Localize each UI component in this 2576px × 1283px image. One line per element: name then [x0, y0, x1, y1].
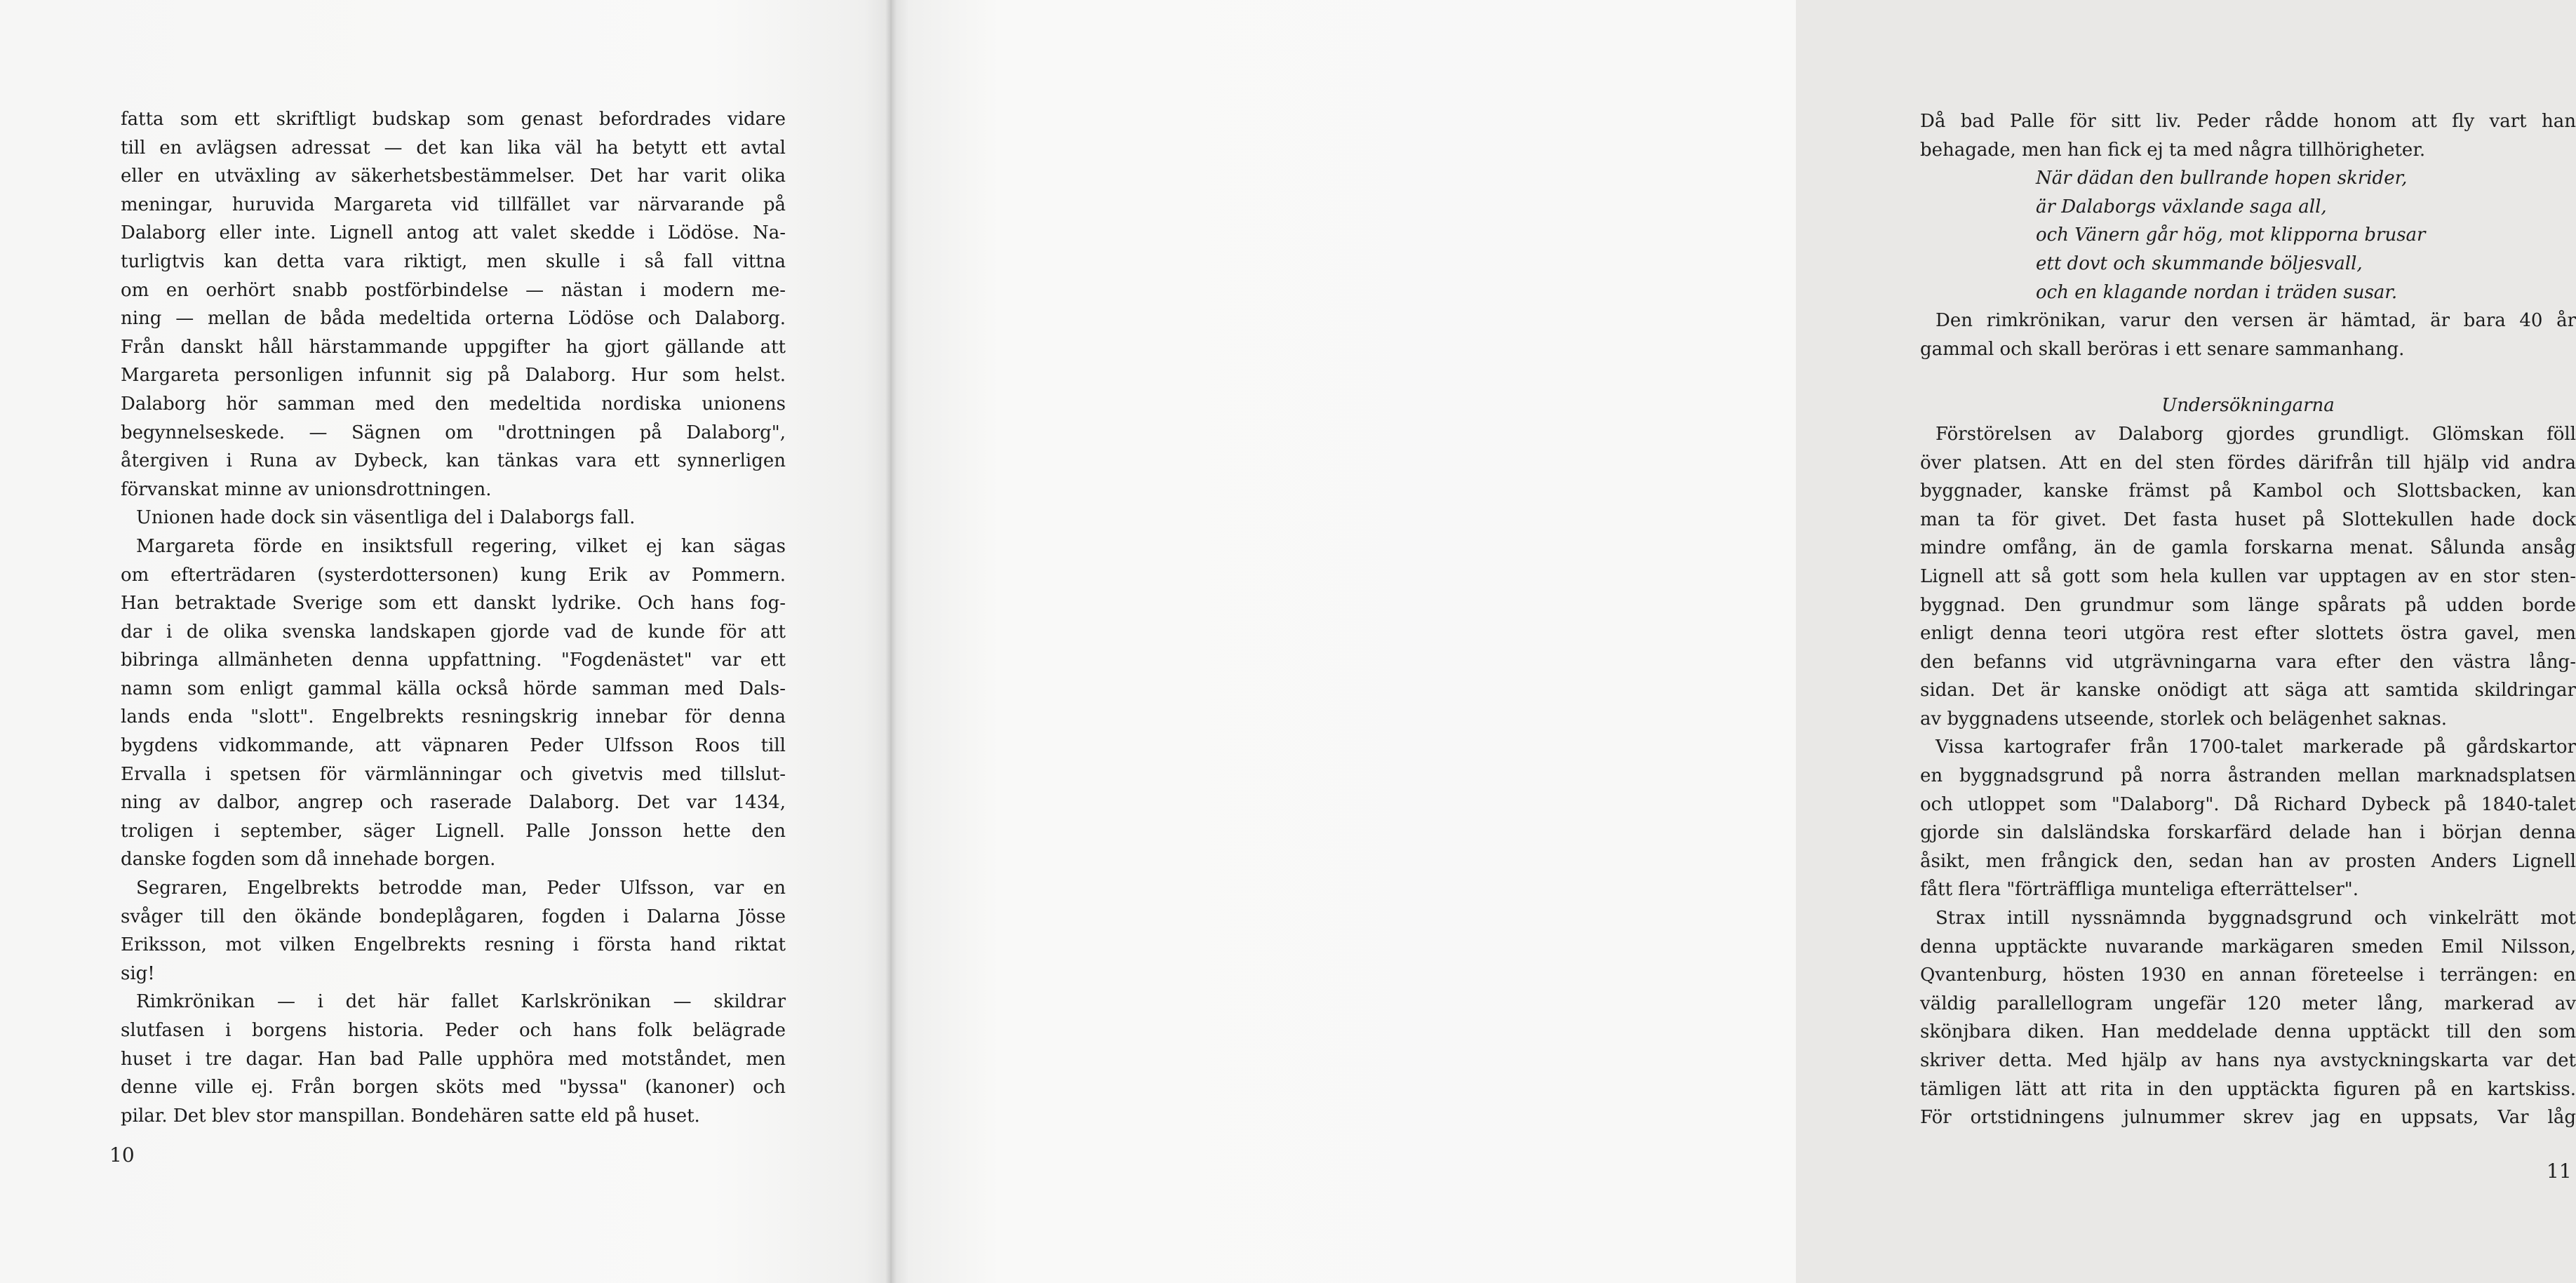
- text-line: slutfasen i borgens historia. Peder och hans folk belägrade: [121, 1020, 786, 1041]
- text-line: denne ville ej. Från borgen sköts med "byssa" (kanoner) och: [121, 1077, 786, 1099]
- text-line: ning av dalbor, angrep och raserade Dalaborg. Det var 1434,: [121, 792, 786, 814]
- text-line: Då bad Palle för sitt liv. Peder rådde honom att fly vart han: [1920, 111, 2576, 132]
- poem-line: När dädan den bullrande hopen skrider,: [2036, 168, 2408, 189]
- text-line: behagade, men han fick ej ta med några tillhörigheter.: [1920, 139, 2426, 161]
- right-page: [891, 0, 2576, 1283]
- text-line: För ortstidningens julnummer skrev jag en uppsats, Var låg: [1920, 1107, 2576, 1129]
- text-line: över platsen. Att en del sten fördes därifrån till hjälp vid andra: [1920, 452, 2576, 473]
- text-line: danske fogden som då innehade borgen.: [121, 849, 496, 871]
- text-line: Margareta förde en insiktsfull regering, vilket ej kan sägas: [136, 535, 786, 557]
- text-line: Segraren, Engelbrekts betrodde man, Peder Ulfsson, var en: [136, 878, 786, 899]
- book-gutter: [885, 0, 897, 1283]
- right-page-text: [1920, 107, 2576, 1132]
- text-line: huset i tre dagar. Han bad Palle upphöra med motståndet, men: [121, 1048, 786, 1070]
- text-line: Unionen hade dock sin väsentliga del i Dalaborgs fall.: [136, 507, 636, 529]
- text-line: sidan. Det är kanske onödigt att säga att samtida skildringar: [1920, 680, 2576, 701]
- text-line: Vissa kartografer från 1700-talet markerade på gårdskartor: [1936, 737, 2576, 758]
- text-line: byggnader, kanske främst på Kambol och Slottsbacken, kan: [1920, 481, 2576, 502]
- poem-line: och en klagande nordan i träden susar.: [2036, 281, 2398, 303]
- text-line: pilar. Det blev stor manspillan. Bondehären satte eld på huset.: [121, 1105, 700, 1127]
- text-line: återgiven i Runa av Dybeck, kan tänkas vara ett synnerligen: [121, 450, 786, 472]
- text-line: till en avlägsen adressat — det kan lika väl ha betytt ett avtal: [121, 137, 786, 159]
- text-line: av byggnadens utseende, storlek och belägenhet saknas.: [1920, 708, 2448, 730]
- text-line: gammal och skall beröras i ett senare sammanhang.: [1920, 338, 2405, 360]
- text-line: dar i de olika svenska landskapen gjorde vad de kunde för att: [121, 621, 786, 643]
- text-line: lands enda "slott". Engelbrekts resningskrig innebar för denna: [121, 706, 786, 728]
- poem-line: ett dovt och skummande böljesvall,: [2036, 253, 2363, 274]
- section-heading: Undersökningarna: [2161, 395, 2335, 417]
- text-line: väldig parallellogram ungefär 120 meter lång, markerad av: [1920, 993, 2576, 1014]
- text-line: namn som enligt gammal källa också hörde samman med Dals-: [121, 678, 786, 699]
- text-line: turligtvis kan detta vara riktigt, men skulle i så fall vittna: [121, 250, 786, 272]
- text-line: ning — mellan de båda medeltida orterna Lödöse och Dalaborg.: [121, 308, 786, 330]
- text-line: Den rimkrönikan, varur den versen är hämtad, är bara 40 år: [1936, 310, 2576, 332]
- text-line: byggnad. Den grundmur som länge spårats på udden borde: [1920, 594, 2576, 616]
- text-line: enligt denna teori utgöra rest efter slottets östra gavel, men: [1920, 623, 2576, 645]
- text-line: Rimkrönikan — i det här fallet Karlskrönikan — skildrar: [136, 991, 786, 1013]
- text-line: Dalaborg eller inte. Lignell antog att valet skedde i Lödöse. Na-: [121, 222, 786, 244]
- text-line: förvanskat minne av unionsdrottningen.: [121, 478, 492, 500]
- text-line: Förstörelsen av Dalaborg gjordes grundligt. Glömskan föll: [1936, 423, 2576, 445]
- text-line: åsikt, men frångick den, sedan han av prosten Anders Lignell: [1920, 850, 2576, 872]
- text-line: gjorde sin dalsländska forskarfärd delade han i början denna: [1920, 822, 2576, 844]
- text-line: sig!: [121, 962, 155, 984]
- text-line: och utloppet som "Dalaborg". Då Richard Dybeck på 1840-talet: [1920, 793, 2576, 815]
- poem-line: är Dalaborgs växlande saga all,: [2036, 196, 2327, 217]
- left-page-text: [121, 105, 786, 1130]
- page-number-left: 10: [109, 1143, 135, 1167]
- text-line: om en oerhört snabb postförbindelse — nästan i modern me-: [121, 279, 786, 301]
- text-line: man ta för givet. Det fasta huset på Slottekullen hade dock: [1920, 509, 2576, 530]
- text-line: tämligen lätt att rita in den upptäckta figuren på en kartskiss.: [1920, 1078, 2576, 1100]
- text-line: bygdens vidkommande, att väpnaren Peder Ulfsson Roos till: [121, 735, 786, 757]
- text-line: den befanns vid utgrävningarna vara efter den västra lång-: [1920, 651, 2576, 673]
- page-number-right: 11: [2547, 1160, 2572, 1183]
- text-line: svåger till den ökände bondeplågaren, fogden i Dalarna Jösse: [121, 906, 786, 927]
- left-page: [0, 0, 891, 1283]
- text-line: bibringa allmänheten denna uppfattning. "Fogdenästet" var ett: [121, 650, 786, 671]
- text-line: Från danskt håll härstammande uppgifter ha gjort gällande att: [121, 336, 786, 358]
- text-line: Margareta personligen infunnit sig på Dalaborg. Hur som helst.: [121, 365, 786, 387]
- text-line: eller en utväxling av säkerhetsbestämmelser. Det har varit olika: [121, 166, 786, 187]
- text-line: Ervalla i spetsen för värmlänningar och givetvis med tillslut-: [121, 763, 786, 785]
- text-line: skriver detta. Med hjälp av hans nya avstyckningskarta var det: [1920, 1050, 2576, 1071]
- text-line: Lignell att så gott som hela kullen var upptagen av en stor sten-: [1920, 565, 2576, 587]
- text-line: fått flera "förträffliga munteliga efterrättelser".: [1920, 879, 2359, 901]
- text-line: Eriksson, mot vilken Engelbrekts resning i första hand riktat: [121, 934, 786, 956]
- text-line: troligen i september, säger Lignell. Palle Jonsson hette den: [121, 820, 786, 842]
- text-line: skönjbara diken. Han meddelade denna upptäckt till den som: [1920, 1021, 2576, 1043]
- text-line: Strax intill nyssnämnda byggnadsgrund och vinkelrätt mot: [1936, 908, 2576, 929]
- text-line: fatta som ett skriftligt budskap som genast befordrades vidare: [121, 109, 786, 130]
- poem-line: och Vänern går hög, mot klipporna brusar: [2036, 224, 2426, 246]
- text-line: Han betraktade Sverige som ett danskt lydrike. Och hans fog-: [121, 593, 786, 614]
- text-line: meningar, huruvida Margareta vid tillfället var närvarande på: [121, 194, 786, 215]
- text-line: Qvantenburg, hösten 1930 en annan företeelse i terrängen: en: [1920, 965, 2576, 986]
- text-line: Dalaborg hör samman med den medeltida nordiska unionens: [121, 393, 786, 415]
- text-line: begynnelseskede. — Sägnen om "drottningen på Dalaborg",: [121, 422, 786, 443]
- text-line: om efterträdaren (systerdottersonen) kung Erik av Pommern.: [121, 564, 786, 586]
- text-line: mindre omfång, än de gamla forskarna menat. Sålunda ansåg: [1920, 537, 2576, 559]
- text-line: denna upptäckte nuvarande markägaren smeden Emil Nilsson,: [1920, 936, 2576, 958]
- text-line: en byggnadsgrund på norra åstranden mellan marknadsplatsen: [1920, 765, 2576, 787]
